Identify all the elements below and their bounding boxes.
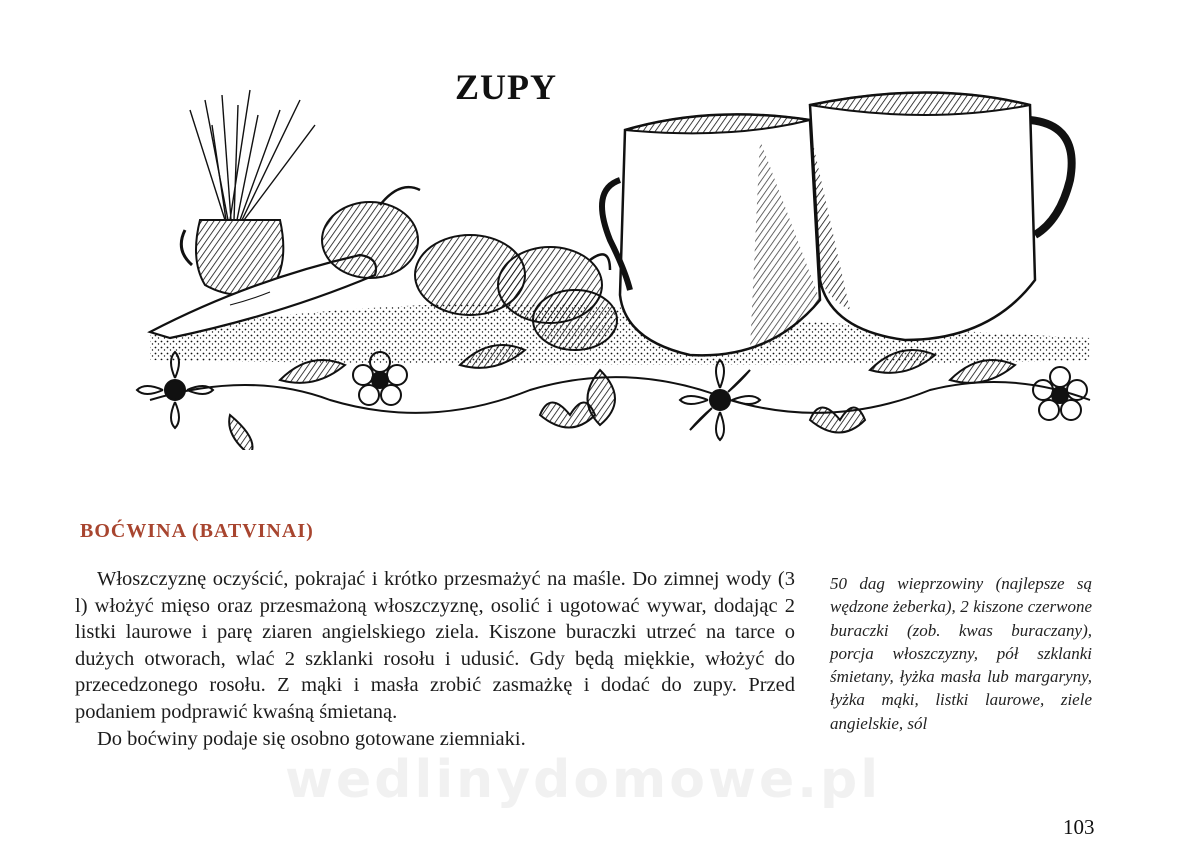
clay-pot-right-icon <box>810 93 1072 341</box>
leaf-icon <box>229 415 252 450</box>
clay-pot-left-icon <box>602 114 838 355</box>
recipe-instructions <box>75 566 795 752</box>
flower-icon <box>137 352 213 428</box>
watermark: wedlinydomowe.pl <box>285 750 882 810</box>
flower-icon <box>680 360 760 440</box>
herb-bunch-icon <box>190 90 315 220</box>
recipe-paragraph: Włoszczyznę oczyścić, pokrajać i krótko przesmażyć na maśle. Do zimnej wody (3 l) włożyć mięso oraz przesmażoną włoszczyznę, osolić i ugotować wywar, dodając 2 listki laurowe i parę ziaren angielskiego ziela. Kiszone buraczki utrzeć na tarce o dużych otworach, wlać 2 szklanki rosołu i udusić. Gdy będą miękkie, włożyć do przecedzonego rosołu. Z mąki i masła zrobić zasmażkę i dodać do zupy. Przed podaniem podprawić kwaśną śmietaną. <box>75 568 795 723</box>
recipe-title: BOĆWINA (BATVINAI) <box>80 520 314 542</box>
recipe-paragraph: Do boćwiny podaje się osobno gotowane ziemniaki. <box>97 727 526 750</box>
ingredients-list: 50 dag wieprzowiny (najlepsze są wędzone żeberka), 2 kiszone czerwone buraczki (zob. kwas buraczany), porcja włoszczyzny, pół szklanki śmietany, łyżka masła lub margaryny, łyżka mąki, listki laurowe, ziele angielskie, sól <box>830 574 1092 733</box>
leaf-icon <box>950 360 1015 383</box>
leaf-icon <box>280 360 345 383</box>
tulip-icon <box>540 403 595 428</box>
flower-icon <box>1033 367 1087 420</box>
still-life-illustration <box>130 70 1110 450</box>
page-number: 103 <box>1063 815 1095 839</box>
page-title: ZUPY <box>455 67 557 107</box>
